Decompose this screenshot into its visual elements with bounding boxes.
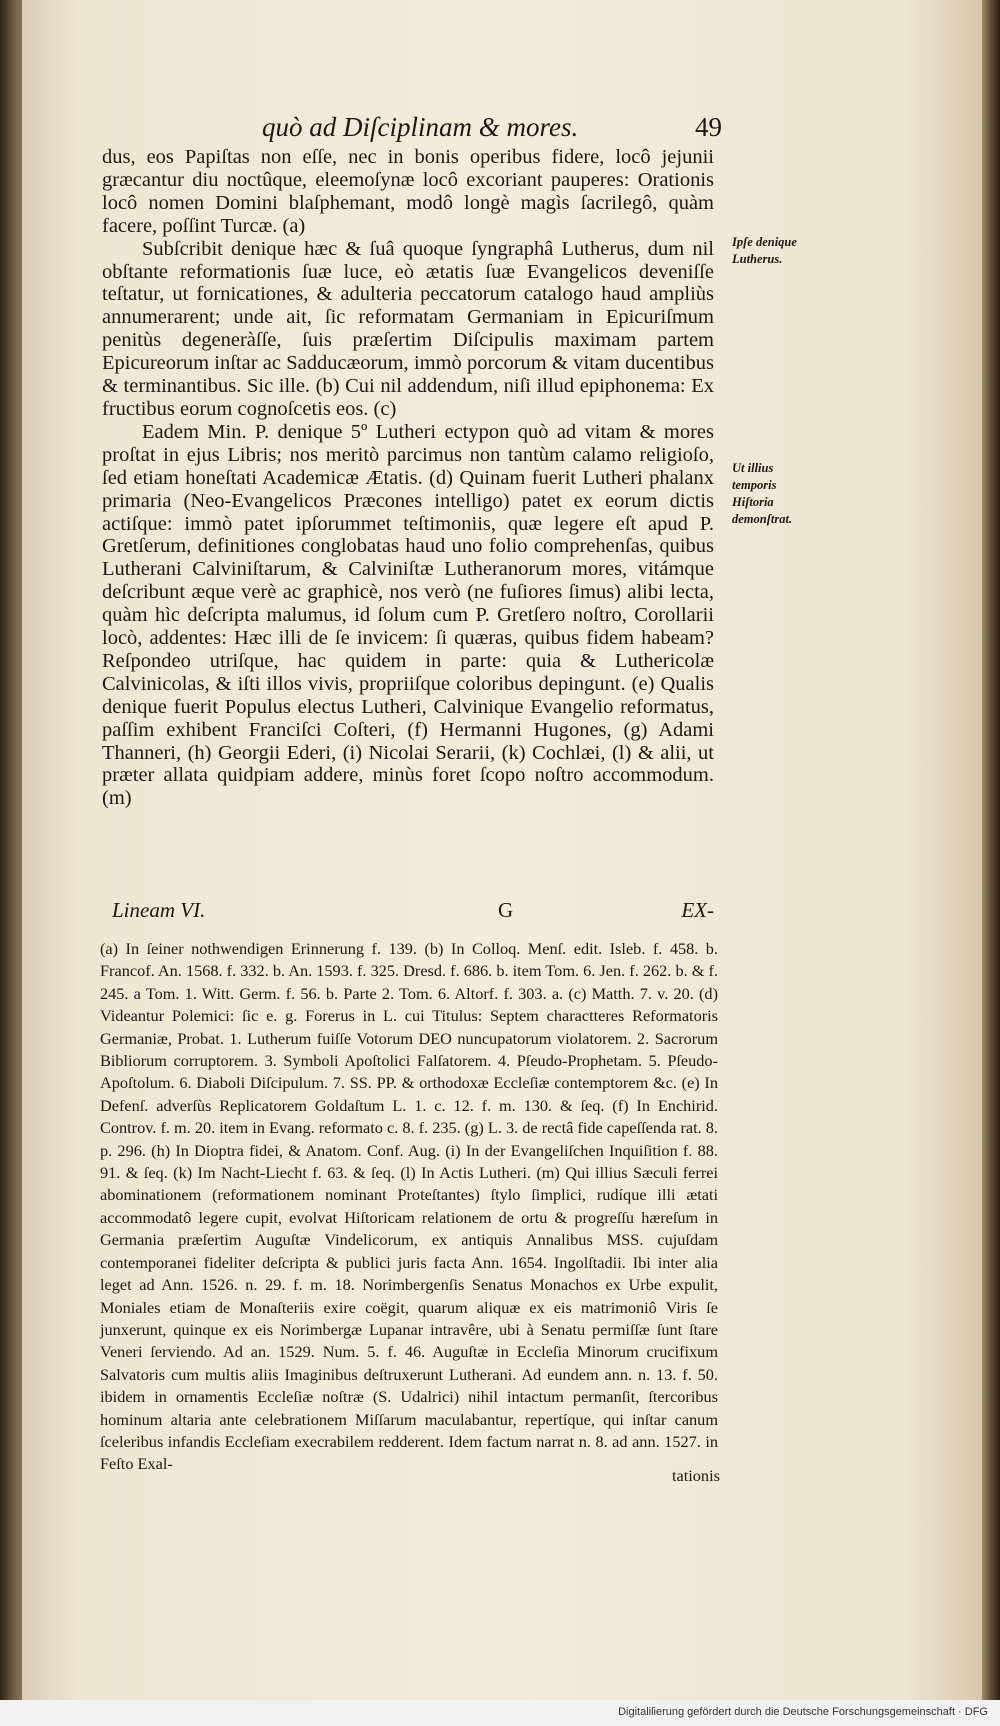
catchline xyxy=(102,898,714,928)
margin-note-2: Ut illius temporis Hiſtoria demonſtrat. xyxy=(732,461,793,526)
book-page xyxy=(22,0,982,1700)
paragraph-2: Subſcribit denique hæc & ſuâ quoque ſyngraphâ Lutherus, dum nil obſtante reformationis ſuæ luce, eò ætatis ſuæ Evangelicos deveniſſe teſtatur, ut fornicationes, & adulteria peccatorum catalogo haud ampliùs annumerarent; unde ait, ſic reformatam Germaniam in Epicuriſmum penitùs degeneràſſe, ſuis præſertim Diſcipulis maximam partem Epicureorum inſtar ac Sadducæorum, immò porcorum & vitam ducentibus & terminantibus. Sic ille. (b) Cui nil addendum, niſi illud epiphonema: Ex fructibus eorum cognoſcetis eos. (c) xyxy=(102,237,714,420)
book-edge-right xyxy=(982,0,1000,1726)
footnote-catchword: tationis xyxy=(672,1466,720,1485)
catchword-left: Lineam VI. xyxy=(112,898,206,922)
main-text xyxy=(102,146,714,810)
credit-bar xyxy=(0,1700,1000,1726)
running-title: quò ad Diſciplinam & mores. xyxy=(262,112,579,142)
book-spine-left xyxy=(0,0,22,1726)
paragraph-1: dus, eos Papiſtas non eſſe, nec in bonis operibus fidere, locô jejunii græcantur diu noctûque, eleemoſynæ locô excoriant pauperes: Orationis locô nomen Domini blaſphemant, modô longè magìs ſacrilegô, quàm facere, poſſint Turcæ. (a) xyxy=(102,146,714,237)
signature-mark: G xyxy=(498,898,514,922)
catchword-right: EX- xyxy=(681,898,714,922)
dfg-credit: Digitaliſierung gefördert durch die Deutsche Forschungsgemeinschaft · DFG xyxy=(618,1706,988,1718)
page-number: 49 xyxy=(695,112,722,142)
footnotes xyxy=(100,938,718,1476)
paragraph-3: Eadem Min. P. denique 5º Lutheri ectypon quò ad vitam & mores proſtat in ejus Libris; nos meritò parcimus non tantùm calamo religioſo, ſed etiam honeſtati Academicæ Ætatis. (d) Quinam fuerit Lutheri phalanx primaria (Neo-Evangelicos Præcones intelligo) patet ex eorum dictis actiſque: immò patet ipſorummet teſtimoniis, quæ legere eſt apud P. Gretſerum, definitiones conglobatas haud uno folio comprehenſas, quibus Lutherani Calviniſtarum, & Calviniſtæ Lutheranorum mores, vitámque deſcribunt æque verè ac graphicè, nos verò (ne fuſiores ſimus) alibi lecta, quàm hìc deſcripta malumus, id ſolum cum P. Gretſero noſtro, Corollarii locò, addentes: Hæc illi de ſe invicem: ſi quæras, quibus fidem habeam? Reſpondeo utriſque, hac quidem in parte: quia & Luthericolæ Calvinicolas, & iſti illos vivis, propriiſque coloribus depingunt. (e) Qualis denique fuerit Populus electus Lutheri, Calvinique Evangelio reformatus, paſſim exhibent Franciſci Coſteri, (f) Hermanni Hugones, (g) Adami Thanneri, (h) Georgii Ederi, (i) Nicolai Serarii, (k) Cochlæi, (l) & alii, ut præter allata quidpiam addere, minùs foret ſcopo noſtro accommodum. (m) xyxy=(102,420,714,810)
margin-note-1: Ipſe denique Lutherus. xyxy=(732,235,797,266)
footnotes-text: (a) In ſeiner nothwendigen Erinnerung f. 139. (b) In Colloq. Menſ. edit. Isleb. f. 458. b. Francof. An. 1568. f. 332. b. An. 1593. f. 325. Dresd. f. 686. b. item Tom. 6. Jen. f. 262. b. & f. 245. a Tom. 1. Witt. Germ. f. 56. b. Parte 2. Tom. 6. Altorf. f. 303. a. (c) Matth. 7. v. 20. (d) Videantur Polemici: ſic e. g. Forerus in L. cui Titulus: Septem charactteres Reformatoris Germaniæ, Probat. 1. Lutherum fuiſſe Votorum DEO nuncupatorum violatorem. 2. Sacrorum Bibliorum corruptorem. 3. Symboli Apoſtolici Falſatorem. 4. Pſeudo-Prophetam. 5. Pſeudo-Apoſtolum. 6. Diaboli Diſcipulum. 7. SS. PP. & orthodoxæ Eccleſiæ contemptorem &c. (e) In Defenſ. adverſùs Replicatorem Goldaſtum L. 1. c. 12. f. m. 130. & ſeq. (f) In Enchirid. Controv. f. m. 20. item in Evang. reformato c. 8. f. 235. (g) L. 3. de rectâ fide capeſſenda rat. 8. p. 296. (h) In Dioptra fidei, & Anatom. Conf. Aug. (i) In der Evangeliſchen Inquiſition f. 88. 91. & ſeq. (k) Im Nacht-Liecht f. 63. & ſeq. (l) In Actis Lutheri. (m) Qui illius Sæculi ferrei abominationem (reformationem nominant Proteſtantes) ſtylo ſimplici, rudíque illi ætati accommodatô legere cupit, evolvat Hiſtoricam relationem de ortu & progreſſu hæreſum in Germania præſertim Auguſtæ Vindelicorum, ex antiquis Annalibus MSS. cujuſdam contemporanei fideliter deſcripta & publici juris facta Ann. 1654. Ingolſtadii. Ibi inter alia leget ad Ann. 1526. n. 29. f. m. 18. Norimbergenſis Senatus Monachos ex Urbe expulit, Moniales etiam de Monaſteriis exire coëgit, quarum aliquæ ex eis matrimoniô Viris ſe junxerunt, quinque ex eis Norimbergæ Lupanar intravêre, ubi à Senatu permiſſæ ſunt ſtare Veneri ſerviendo. Ad an. 1529. Num. 5. f. 46. Auguſtæ in Eccleſia Minorum crucifixum Salvatoris cum multis aliis Imaginibus deſtruxerunt Lutherani. Ad eundem ann. n. 13. f. 50. ibidem in ornamentis Eccleſiæ noſtræ (S. Udalrici) nihil intactum permanſit, ſtercoribus hominum altaria ante celebrationem Miſſarum maculabantur, repertíque, qui inſtar canum ſceleribus infandis Eccleſiam execrabilem redderent. Idem factum narrat n. 8. ad ann. 1527. in Feſto Exal- xyxy=(100,939,718,1474)
